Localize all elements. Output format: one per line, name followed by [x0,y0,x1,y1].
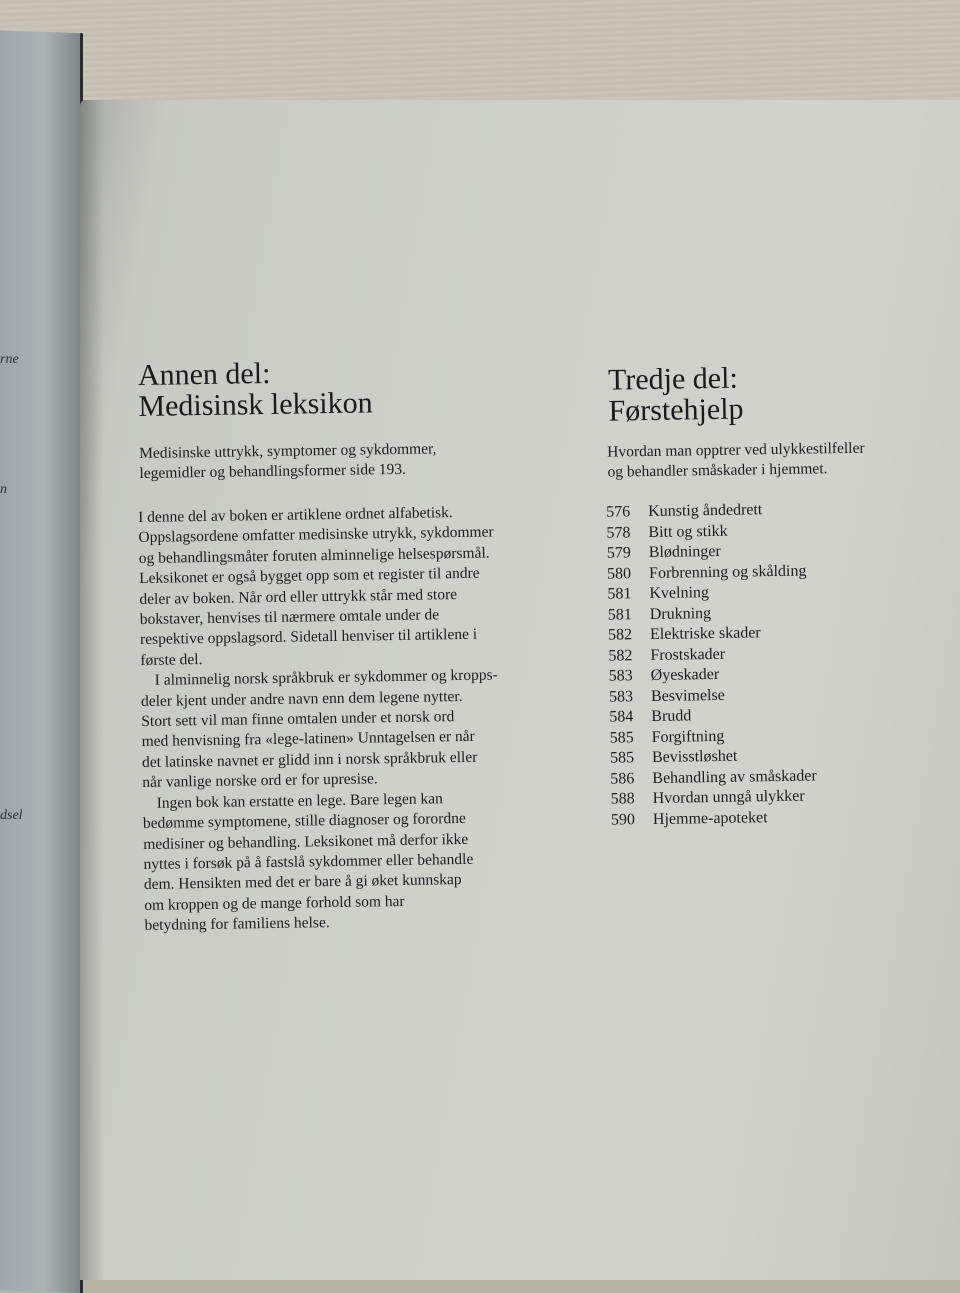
toc-page-number: 582 [607,626,633,644]
toc-entry-title: Brudd [651,707,692,726]
section-heading-medisinsk-leksikon [138,356,373,422]
body-line: det latinske navnet er glidd inn i norsk språkbruk eller [141,748,478,771]
intro-line: og behandler småskader i hjemmet. [607,460,828,481]
body-line: respektive oppslagsord. Sidetall henviser til artiklene i [139,626,478,649]
toc-entry-title: Forbrenning og skålding [648,562,807,582]
toc-page-number: 582 [608,646,633,665]
body-line: I alminnelig norsk språkbruk er sykdommer og kropps- [154,666,498,690]
body-line: deler kjent under andre navn enn dem legene nytter. [140,687,463,710]
toc-page-number: 583 [608,667,633,685]
body-line: Leksikonet er også bygget opp som et register til andre [138,564,480,588]
toc-page-number: 583 [608,687,634,706]
section-heading-line: Førstehjelp [608,392,744,428]
body-line: Stort sett vil man finne omtalen under et norsk ord [141,708,455,731]
body-line: Oppslagsordene omfatter medisinske utrykk, sykdommer [138,523,494,547]
body-line: betydning for familiens helse. [144,914,330,935]
section-body-medisinsk-leksikon [138,501,575,936]
toc-page-number: 585 [609,728,634,747]
body-line: første del. [140,650,203,669]
toc-page-number: 588 [610,790,635,808]
toc-page-number: 581 [607,605,632,624]
toc-entry-title: Hvordan unngå ulykker [652,787,805,807]
section-intro-medisinsk-leksikon [139,437,560,484]
left-page-fragment: n [0,482,7,497]
left-page-fragment: dsel [0,808,23,823]
toc-entry-title: Elektriske skader [649,624,761,644]
toc-entry-title: Behandling av småskader [652,766,817,787]
toc-entry-title: Øyeskader [650,665,720,685]
toc-entry-title: Bevisstløshet [651,747,738,767]
toc-entry-title: Drukning [649,604,712,623]
intro-line: Hvordan man opptrer ved ulykkestilfeller [607,439,865,461]
left-page-fragment: rne [0,352,19,367]
section-heading-line: Tredje del: [607,361,739,397]
body-line: når vanlige norske ord er for upresise. [142,770,378,792]
toc-entry-title: Kvelning [649,584,710,603]
toc-entry-title: Forgiftning [651,727,725,746]
section-heading-line: Annen del: [137,356,271,393]
toc-entry-title: Hjemme-apoteket [652,808,768,828]
intro-line: Medisinske uttrykk, symptomer og sykdommer, [139,440,437,463]
toc-page-number: 586 [610,769,635,788]
toc-page-number: 590 [610,810,636,829]
toc-page-number: 579 [606,544,631,562]
toc-page-number: 576 [606,503,631,521]
body-line: dem. Hensikten med det er bare å gi øket kunnskap [143,871,462,894]
body-line: I denne del av boken er artiklene ordnet alfabetisk. [138,504,453,527]
section-heading-forstehjelp [608,363,744,427]
body-line: bedømme symptomene, stille diagnoser og forordne [142,810,466,833]
section-intro-forstehjelp [607,437,938,482]
body-line: med henvisning fra «lege-latinen» Unntagelsen er når [141,728,475,751]
section-heading-line: Medisinsk leksikon [138,386,373,424]
body-line: Ingen bok kan erstatte en lege. Bare legen kan [156,789,443,812]
body-line: nyttes i forsøk på å fastslå sykdommer eller behandle [143,850,474,873]
body-line: medisiner og behandling. Leksikonet må derfor ikke [143,830,469,853]
body-line: deler av boken. Når ord eller uttrykk står med store [139,585,458,608]
toc-page-number: 581 [607,585,632,603]
table-of-contents-forstehjelp [606,498,931,831]
body-line: om kroppen og de mange forhold som har [144,892,405,914]
toc-entry-title: Besvimelse [650,686,725,705]
toc-page-number: 584 [609,708,634,726]
toc-entry-title: Blødninger [648,542,721,562]
toc-entry-title: Frostskader [650,645,726,664]
body-line: bokstaver, henvises til nærmere omtale under de [139,606,440,629]
toc-page-number: 585 [609,749,635,767]
toc-entry-title: Bitt og stikk [648,522,728,541]
toc-entry-title: Kunstig åndedrett [647,501,763,521]
toc-entry [611,805,931,831]
toc-page-number: 578 [606,523,631,542]
toc-page-number: 580 [606,564,632,583]
body-line: og behandlingsmåter foruten alminnelige helsespørsmål. [138,544,490,567]
intro-line: legemidler og behandlingsformer side 193. [139,460,407,483]
